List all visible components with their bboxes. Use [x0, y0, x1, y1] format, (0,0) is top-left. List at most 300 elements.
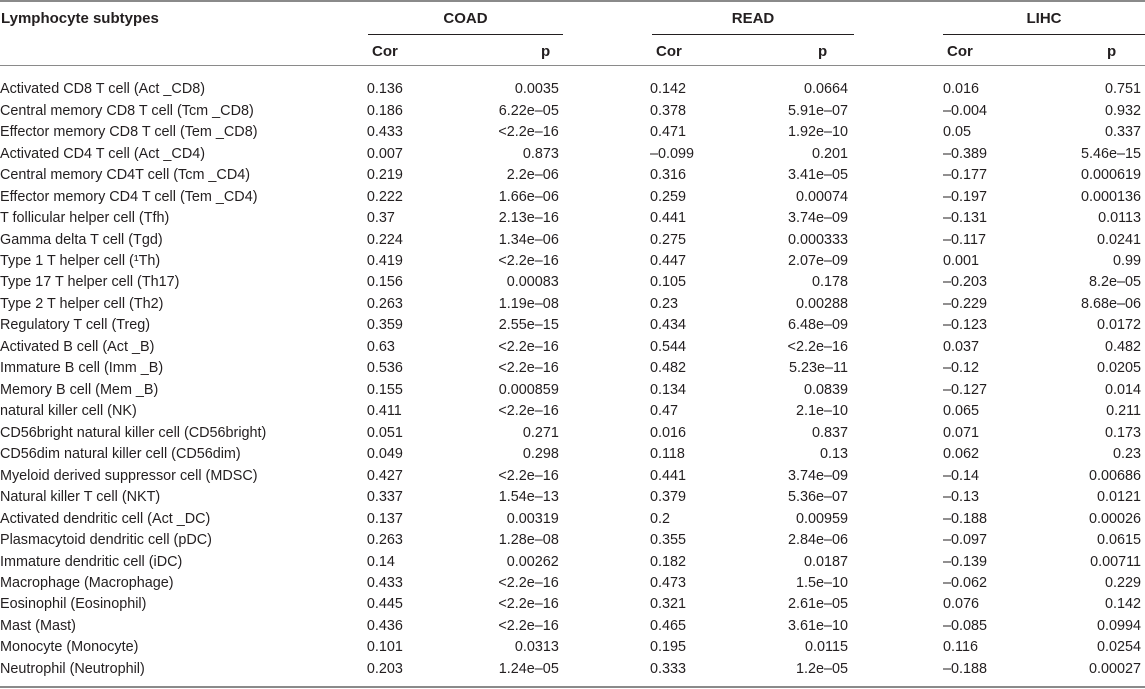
lihc-group-cell [939, 272, 1145, 293]
row-label: Regulatory T cell (Treg) [0, 317, 151, 334]
spacer-cell [559, 380, 646, 401]
lihc-p-value: 0.173 [1105, 424, 1142, 441]
spacer-cell [852, 530, 939, 551]
read-group-cell [646, 100, 852, 121]
row-label: Monocyte (Monocyte) [0, 639, 139, 656]
lihc-p-header: p [1107, 43, 1117, 60]
coad-cor-value: 0.436 [366, 617, 403, 634]
lihc-cor-value: –0.177 [943, 167, 988, 184]
coad-p-value: <2.2e–16 [498, 124, 559, 141]
table-row [0, 251, 1145, 272]
table-row [0, 508, 1145, 529]
read-cor-value: 0.441 [649, 467, 686, 484]
lihc-cor-value: –0.117 [943, 231, 986, 248]
spacer-cell [852, 358, 939, 379]
spacer-cell [852, 165, 939, 186]
coad-p-value: 0.0035 [514, 81, 559, 98]
read-cor-value: 0.544 [649, 338, 686, 355]
read-p-value: 2.61e–05 [787, 596, 848, 613]
read-p-value: 0.0115 [805, 639, 848, 656]
lihc-group-cell [939, 143, 1145, 164]
lihc-p-value: 8.68e–06 [1081, 295, 1142, 312]
read-cor-value: 0.47 [649, 403, 678, 420]
read-p-value: 0.837 [811, 424, 848, 441]
read-cor-value: 0.2 [649, 510, 670, 527]
row-label: Neutrophil (Neutrophil) [0, 660, 145, 677]
lihc-cor-value: 0.116 [943, 639, 978, 656]
spacer-cell [852, 143, 939, 164]
lihc-p-value: 0.0205 [1097, 360, 1142, 377]
read-p-value: 0.00074 [795, 188, 848, 205]
lihc-cor-value: –0.062 [943, 575, 988, 592]
read-group-cell [646, 337, 852, 358]
read-p-value: 1.5e–10 [795, 575, 848, 592]
read-p-value: 6.48e–09 [787, 317, 848, 334]
lihc-group-cell [939, 508, 1145, 529]
lihc-group-cell [939, 659, 1145, 680]
table-row [0, 358, 1145, 379]
read-group-cell [646, 444, 852, 465]
coad-cor-value: 0.219 [366, 167, 403, 184]
read-cor-value: 0.316 [649, 167, 686, 184]
lihc-p-value: 0.337 [1105, 124, 1142, 141]
table-row [0, 487, 1145, 508]
table-row [0, 637, 1145, 658]
lihc-cor-value: 0.076 [943, 596, 980, 613]
coad-cor-header: Cor [372, 43, 398, 60]
table-row [0, 272, 1145, 293]
lihc-group-cell [939, 465, 1145, 486]
lihc-p-value: 0.00711 [1090, 553, 1142, 570]
coad-p-value: 0.00319 [506, 510, 559, 527]
lihc-cor-value: –0.203 [943, 274, 988, 291]
spacer-cell [559, 337, 646, 358]
coad-p-value: 6.22e–05 [498, 102, 559, 119]
spacer-cell [852, 508, 939, 529]
spacer-cell [559, 229, 646, 250]
lihc-group-cell [939, 186, 1145, 207]
spacer-cell [852, 637, 939, 658]
read-cor-value: 0.118 [649, 446, 685, 463]
row-label: Central memory CD8 T cell (Tcm _CD8) [0, 102, 254, 119]
lihc-cor-value: –0.188 [943, 660, 988, 677]
lihc-p-value: 0.0113 [1098, 210, 1142, 227]
row-label: Effector memory CD4 T cell (Tem _CD4) [0, 188, 258, 205]
read-cor-value: 0.182 [649, 553, 686, 570]
lihc-group-cell [939, 637, 1145, 658]
spacer-cell [852, 208, 939, 229]
read-p-value: <2.2e–16 [787, 338, 848, 355]
spacer-cell [559, 208, 646, 229]
lihc-cor-value: –0.085 [943, 617, 988, 634]
read-group-cell [646, 465, 852, 486]
lihc-p-value: 0.000136 [1081, 188, 1142, 205]
coad-p-value: <2.2e–16 [498, 596, 559, 613]
lihc-p-value: 0.99 [1113, 252, 1142, 269]
read-group-cell [646, 508, 852, 529]
spacer-cell [852, 294, 939, 315]
table-row [0, 100, 1145, 121]
read-group-cell [646, 358, 852, 379]
coad-p-value: 1.28e–08 [498, 532, 559, 549]
read-cor-value: 0.471 [649, 124, 686, 141]
row-label: Gamma delta T cell (Tgd) [0, 231, 163, 248]
coad-cor-value: 0.007 [366, 145, 403, 162]
read-p-value: 1.2e–05 [795, 660, 848, 677]
lihc-group-cell [939, 100, 1145, 121]
row-label: Type 1 T helper cell (¹Th) [0, 252, 161, 269]
table-row [0, 165, 1145, 186]
table-row [0, 315, 1145, 336]
row-label: Mast (Mast) [0, 617, 76, 634]
coad-p-value: <2.2e–16 [498, 467, 559, 484]
read-p-value: 3.41e–05 [787, 167, 848, 184]
coad-cor-value: 0.222 [366, 188, 403, 205]
table-row [0, 294, 1145, 315]
table-row [0, 337, 1145, 358]
coad-p-value: <2.2e–16 [498, 360, 559, 377]
read-cor-value: 0.473 [649, 575, 686, 592]
coad-cor-value: 0.049 [366, 446, 403, 463]
lihc-group-cell [939, 165, 1145, 186]
coad-cor-value: 0.203 [366, 660, 403, 677]
read-p-value: 1.92e–10 [787, 124, 848, 141]
spacer-cell [559, 508, 646, 529]
coad-p-value: <2.2e–16 [498, 338, 559, 355]
read-cor-header: Cor [656, 43, 682, 60]
spacer-cell [852, 616, 939, 637]
read-group-cell [646, 229, 852, 250]
coad-cor-value: 0.155 [366, 381, 403, 398]
spacer-cell [559, 530, 646, 551]
spacer-cell [559, 573, 646, 594]
row-label: natural killer cell (NK) [0, 403, 137, 420]
read-group-cell [646, 315, 852, 336]
row-label: Effector memory CD8 T cell (Tem _CD8) [0, 124, 258, 141]
read-cor-value: 0.441 [649, 210, 686, 227]
coad-cor-value: 0.136 [366, 81, 403, 98]
lihc-group-cell [939, 337, 1145, 358]
read-group-cell [646, 186, 852, 207]
read-cor-value: 0.275 [649, 231, 686, 248]
spacer-cell [852, 423, 939, 444]
table-row [0, 573, 1145, 594]
row-label: Activated CD8 T cell (Act _CD8) [0, 81, 206, 98]
read-group-cell [646, 143, 852, 164]
read-cor-value: 0.434 [649, 317, 686, 334]
coad-p-value: 0.298 [522, 446, 559, 463]
read-cor-value: 0.195 [649, 639, 686, 656]
spacer-cell [852, 551, 939, 572]
top-rule [0, 0, 1145, 2]
lihc-p-value: 0.00026 [1089, 510, 1142, 527]
table-row [0, 423, 1145, 444]
row-label: CD56dim natural killer cell (CD56dim) [0, 446, 241, 463]
group-underline-lihc [943, 34, 1145, 35]
read-group-cell [646, 380, 852, 401]
spacer-cell [852, 186, 939, 207]
spacer-cell [559, 186, 646, 207]
lihc-cor-value: –0.097 [943, 532, 988, 549]
table-row [0, 530, 1145, 551]
row-header-label: Lymphocyte subtypes [1, 10, 159, 27]
coad-p-value: 2.13e–16 [498, 210, 559, 227]
read-group-cell [646, 423, 852, 444]
spacer-cell [852, 100, 939, 121]
coad-cor-value: 0.137 [366, 510, 403, 527]
table-row [0, 659, 1145, 680]
lihc-cor-value: 0.071 [943, 424, 980, 441]
coad-p-value: 0.0313 [514, 639, 559, 656]
read-group-cell [646, 637, 852, 658]
table-row [0, 380, 1145, 401]
read-cor-value: 0.134 [649, 381, 686, 398]
lihc-cor-value: 0.05 [943, 124, 972, 141]
coad-cor-value: 0.224 [366, 231, 403, 248]
table-row [0, 122, 1145, 143]
lihc-group-cell [939, 551, 1145, 572]
spacer-cell [852, 315, 939, 336]
lihc-group-cell [939, 401, 1145, 422]
spacer-cell [559, 551, 646, 572]
spacer-cell [852, 487, 939, 508]
read-group-cell [646, 294, 852, 315]
spacer-cell [852, 444, 939, 465]
read-group-cell [646, 659, 852, 680]
lihc-group-cell [939, 616, 1145, 637]
read-cor-value: 0.333 [649, 660, 686, 677]
spacer-cell [559, 616, 646, 637]
table-row [0, 186, 1145, 207]
lihc-cor-value: –0.127 [943, 381, 988, 398]
coad-cor-value: 0.419 [366, 252, 403, 269]
lihc-group-cell [939, 487, 1145, 508]
coad-cor-value: 0.14 [366, 553, 395, 570]
lihc-cor-value: –0.197 [943, 188, 988, 205]
read-p-value: 3.74e–09 [787, 467, 848, 484]
coad-cor-value: 0.445 [366, 596, 403, 613]
coad-cor-value: 0.156 [366, 274, 403, 291]
lihc-p-value: 8.2e–05 [1089, 274, 1142, 291]
lihc-p-value: 0.0172 [1097, 317, 1142, 334]
read-p-value: 0.00288 [795, 295, 848, 312]
read-cor-value: 0.447 [649, 252, 686, 269]
lihc-p-value: 0.014 [1105, 381, 1142, 398]
read-cor-value: 0.105 [649, 274, 686, 291]
coad-p-value: <2.2e–16 [498, 252, 559, 269]
coad-cor-value: 0.186 [366, 102, 403, 119]
row-label: Immature B cell (Imm _B) [0, 360, 164, 377]
read-cor-value: 0.379 [649, 489, 686, 506]
coad-p-value: 0.00083 [506, 274, 559, 291]
lihc-cor-value: 0.001 [943, 252, 980, 269]
lihc-p-value: 0.932 [1105, 102, 1142, 119]
lihc-p-value: 0.0241 [1097, 231, 1142, 248]
read-p-value: 3.74e–09 [787, 210, 848, 227]
lihc-p-value: 0.0615 [1097, 532, 1142, 549]
spacer-cell [559, 165, 646, 186]
spacer-cell [852, 272, 939, 293]
row-label: Myeloid derived suppressor cell (MDSC) [0, 467, 258, 484]
coad-p-value: <2.2e–16 [498, 403, 559, 420]
spacer-cell [559, 294, 646, 315]
read-group-cell [646, 594, 852, 615]
table-row [0, 551, 1145, 572]
coad-cor-value: 0.536 [366, 360, 403, 377]
coad-p-value: 1.24e–05 [498, 660, 559, 677]
read-p-value: 2.84e–06 [787, 532, 848, 549]
lihc-p-value: 0.211 [1106, 403, 1142, 420]
lihc-cor-header: Cor [947, 43, 973, 60]
read-cor-value: 0.465 [649, 617, 686, 634]
row-label: Central memory CD4T cell (Tcm _CD4) [0, 167, 251, 184]
lihc-p-value: 0.0254 [1097, 639, 1142, 656]
table-row [0, 79, 1145, 100]
read-group-cell [646, 487, 852, 508]
read-p-value: 0.0839 [803, 381, 848, 398]
spacer-cell [559, 659, 646, 680]
table-row [0, 444, 1145, 465]
lihc-cor-value: –0.004 [943, 102, 988, 119]
row-label: Plasmacytoid dendritic cell (pDC) [0, 532, 212, 549]
coad-p-value: 2.55e–15 [498, 317, 559, 334]
read-p-value: 0.0187 [803, 553, 848, 570]
read-p-value: 0.000333 [787, 231, 848, 248]
lihc-group-cell [939, 294, 1145, 315]
coad-p-value: 0.000859 [498, 381, 559, 398]
lihc-cor-value: –0.188 [943, 510, 988, 527]
read-group-cell [646, 251, 852, 272]
lihc-p-value: 5.46e–15 [1081, 145, 1142, 162]
row-label: Macrophage (Macrophage) [0, 575, 174, 592]
group-header-read: READ [731, 10, 775, 27]
lihc-cor-value: –0.12 [943, 360, 980, 377]
coad-cor-value: 0.051 [366, 424, 403, 441]
row-label: CD56bright natural killer cell (CD56bright) [0, 424, 267, 441]
read-p-value: 3.61e–10 [787, 617, 848, 634]
spacer-cell [559, 594, 646, 615]
spacer-cell [852, 380, 939, 401]
row-label: Type 2 T helper cell (Th2) [0, 295, 164, 312]
spacer-cell [559, 122, 646, 143]
row-label: Memory B cell (Mem _B) [0, 381, 159, 398]
lihc-group-cell [939, 444, 1145, 465]
coad-cor-value: 0.263 [366, 295, 403, 312]
lihc-p-value: 0.000619 [1081, 167, 1142, 184]
spacer-cell [559, 465, 646, 486]
coad-cor-value: 0.433 [366, 575, 403, 592]
lihc-p-value: 0.00686 [1089, 467, 1142, 484]
group-header-lihc: LIHC [1026, 10, 1062, 27]
lihc-group-cell [939, 315, 1145, 336]
read-p-value: 0.00959 [795, 510, 848, 527]
table-row [0, 401, 1145, 422]
read-group-cell [646, 551, 852, 572]
spacer-cell [852, 229, 939, 250]
spacer-cell [852, 573, 939, 594]
lihc-cor-value: –0.14 [943, 467, 980, 484]
coad-p-value: <2.2e–16 [498, 575, 559, 592]
table-row [0, 143, 1145, 164]
coad-cor-value: 0.433 [366, 124, 403, 141]
spacer-cell [559, 251, 646, 272]
spacer-cell [559, 272, 646, 293]
coad-p-value: 2.2e–06 [506, 167, 559, 184]
bottom-rule [0, 686, 1145, 688]
read-group-cell [646, 79, 852, 100]
group-underline-coad [368, 34, 563, 35]
lihc-p-value: 0.482 [1105, 338, 1142, 355]
lihc-group-cell [939, 380, 1145, 401]
read-cor-value: 0.482 [649, 360, 686, 377]
spacer-cell [852, 337, 939, 358]
lihc-group-cell [939, 229, 1145, 250]
lihc-group-cell [939, 573, 1145, 594]
spacer-cell [559, 444, 646, 465]
spacer-cell [852, 594, 939, 615]
read-p-header: p [818, 43, 828, 60]
row-label: Immature dendritic cell (iDC) [0, 553, 183, 570]
read-p-value: 0.13 [819, 446, 848, 463]
lihc-group-cell [939, 423, 1145, 444]
lihc-cor-value: 0.037 [943, 338, 980, 355]
read-p-value: 5.23e–11 [789, 360, 848, 377]
read-p-value: 5.91e–07 [787, 102, 848, 119]
read-cor-value: 0.016 [649, 424, 686, 441]
coad-cor-value: 0.101 [366, 639, 403, 656]
spacer-cell [559, 143, 646, 164]
row-label: Natural killer T cell (NKT) [0, 489, 161, 506]
spacer-cell [559, 637, 646, 658]
lihc-cor-value: –0.131 [943, 210, 988, 227]
coad-cor-value: 0.411 [366, 403, 402, 420]
read-group-cell [646, 616, 852, 637]
lihc-p-value: 0.23 [1113, 446, 1142, 463]
coad-cor-value: 0.263 [366, 532, 403, 549]
spacer-cell [852, 465, 939, 486]
read-p-value: 0.178 [811, 274, 848, 291]
row-label: T follicular helper cell (Tfh) [0, 210, 170, 227]
group-underline-read [652, 34, 854, 35]
lihc-group-cell [939, 79, 1145, 100]
lihc-cor-value: –0.13 [943, 489, 980, 506]
spacer-cell [559, 358, 646, 379]
spacer-cell [852, 659, 939, 680]
lihc-group-cell [939, 594, 1145, 615]
lihc-group-cell [939, 358, 1145, 379]
table-row [0, 594, 1145, 615]
spacer-cell [559, 100, 646, 121]
spacer-cell [559, 487, 646, 508]
read-cor-value: 0.23 [649, 295, 678, 312]
read-cor-value: 0.355 [649, 532, 686, 549]
read-p-value: 2.07e–09 [787, 252, 848, 269]
read-cor-value: 0.142 [649, 81, 686, 98]
coad-p-value: 0.271 [522, 424, 559, 441]
table-row [0, 229, 1145, 250]
lihc-p-value: 0.0121 [1097, 489, 1142, 506]
spacer-cell [559, 401, 646, 422]
read-p-value: 2.1e–10 [795, 403, 848, 420]
spacer-cell [559, 423, 646, 444]
spacer-cell [852, 251, 939, 272]
lihc-p-value: 0.751 [1105, 81, 1142, 98]
read-group-cell [646, 401, 852, 422]
coad-cor-value: 0.37 [366, 210, 395, 227]
read-p-value: 0.0664 [803, 81, 848, 98]
table-row [0, 465, 1145, 486]
coad-cor-value: 0.359 [366, 317, 403, 334]
